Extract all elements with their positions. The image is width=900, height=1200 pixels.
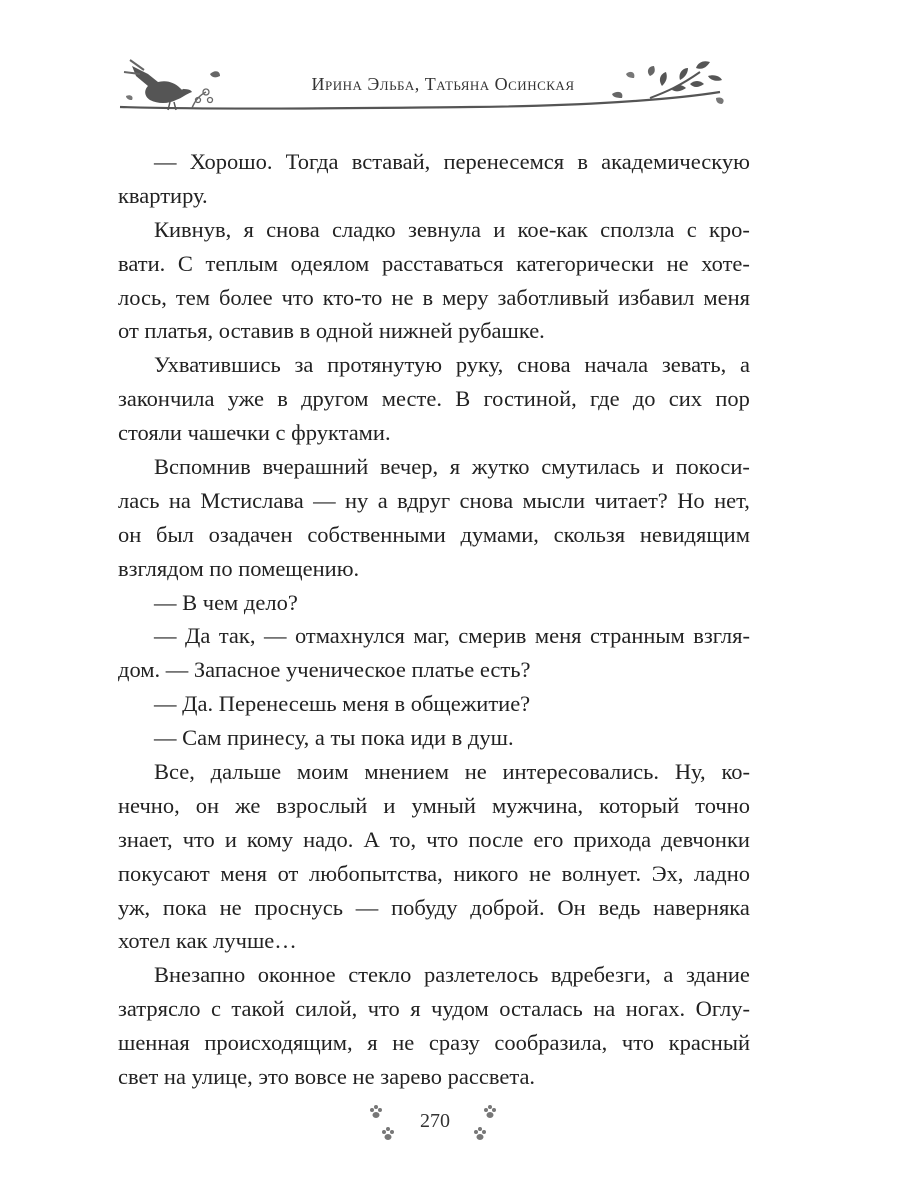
word: снова	[517, 352, 571, 378]
word: снова	[459, 487, 514, 513]
word: не	[529, 860, 552, 886]
word: более	[218, 284, 273, 310]
word: не	[219, 894, 242, 920]
word: что	[426, 826, 459, 852]
word: и	[383, 792, 396, 818]
word: умный	[411, 792, 476, 818]
word: так,	[218, 623, 256, 649]
page-body	[118, 145, 750, 1094]
word: ко-	[721, 759, 750, 785]
word: зевнула	[407, 216, 481, 242]
word: за	[294, 352, 314, 378]
word: лось,	[118, 284, 167, 310]
leaf-icon	[126, 95, 133, 100]
word: шенная	[118, 1030, 190, 1056]
word: кому	[246, 826, 294, 852]
word: Кивнув,	[154, 216, 232, 242]
word: что	[182, 826, 215, 852]
word: проснусь	[254, 894, 344, 920]
word: же	[235, 792, 261, 818]
word: дальше	[210, 759, 282, 785]
word: вати.	[118, 250, 166, 276]
word: происходящим,	[204, 1030, 353, 1056]
word: начала	[584, 352, 649, 378]
word: а	[739, 352, 750, 378]
text-line	[118, 755, 750, 789]
word: Вспомнив	[154, 454, 251, 480]
word: кто-то	[322, 284, 383, 310]
word: что	[621, 1030, 655, 1056]
word: расставаться	[381, 250, 504, 276]
word: в	[277, 386, 288, 412]
word: Но	[677, 487, 705, 513]
word: ладно	[694, 860, 750, 886]
word: закончила	[118, 386, 215, 412]
word: категорически	[516, 250, 654, 276]
text-line	[118, 789, 750, 823]
word: мысли	[522, 487, 586, 513]
word: доброй.	[470, 894, 545, 920]
word: академическую	[601, 149, 750, 174]
word: надо.	[303, 826, 354, 852]
text-line	[118, 1026, 750, 1060]
leaf-icon	[210, 71, 220, 77]
word: —	[313, 487, 336, 513]
word: на	[593, 996, 616, 1022]
word: теплым	[205, 250, 278, 276]
word: маг,	[413, 623, 450, 649]
text-line	[118, 958, 750, 992]
word: озадачен	[208, 521, 293, 547]
word: перенесемся	[443, 149, 565, 174]
word: Ухватившись	[154, 352, 281, 378]
word: Внезапно	[154, 962, 246, 988]
word: от	[277, 860, 299, 886]
word: я	[367, 1030, 378, 1056]
text-line	[118, 145, 750, 179]
word: собственными	[307, 521, 446, 547]
word: сообразила,	[494, 1030, 608, 1056]
word: а	[377, 487, 388, 513]
word: чудом	[431, 996, 489, 1022]
word: вставай,	[351, 149, 431, 174]
word: —	[154, 623, 177, 649]
word: вдруг	[397, 487, 451, 513]
word: не	[392, 1030, 415, 1056]
text-line	[118, 281, 750, 315]
word: я	[243, 216, 254, 242]
word: не	[666, 250, 689, 276]
word: мужчина,	[491, 792, 584, 818]
word: меня	[703, 284, 750, 310]
word: лась	[118, 487, 160, 513]
word: В	[455, 386, 471, 412]
word: где	[590, 386, 620, 412]
word: с	[210, 996, 221, 1022]
word: и	[651, 454, 664, 480]
word: с	[686, 216, 697, 242]
text-line: свет на улице, это вовсе не зарево рассвета.	[118, 1064, 536, 1090]
word: сладко	[331, 216, 396, 242]
word: кро-	[708, 216, 750, 242]
word: читает?	[594, 487, 668, 513]
word: смутилась	[541, 454, 641, 480]
word: силой,	[295, 996, 358, 1022]
word: руку,	[455, 352, 504, 378]
word: Ну,	[674, 759, 706, 785]
word: что	[281, 284, 314, 310]
word: месте.	[381, 386, 442, 412]
word: и	[224, 826, 237, 852]
word: жутко	[471, 454, 530, 480]
word: Оглу-	[695, 996, 750, 1022]
text-line: квартиру.	[118, 182, 208, 208]
text-line: — Сам принесу, а ты пока иди в душ.	[154, 725, 514, 751]
text-line	[118, 518, 750, 552]
word: пока	[162, 894, 207, 920]
word: такой	[231, 996, 285, 1022]
word: протянутую	[327, 352, 443, 378]
word: уже	[227, 386, 264, 412]
word: в	[577, 149, 588, 174]
word: он	[118, 521, 142, 547]
word: —	[154, 149, 177, 174]
word: Он	[557, 894, 586, 920]
word: заботливый	[497, 284, 610, 310]
word: его	[533, 826, 564, 852]
book-authors: Ирина Эльба, Татьяна Осинская	[311, 74, 575, 94]
word: скользя	[553, 521, 626, 547]
text-line: дом. — Запасное ученическое платье есть?	[118, 657, 531, 683]
word: меня	[220, 860, 267, 886]
word: —	[263, 623, 287, 649]
word: красный	[668, 1030, 750, 1056]
word: я	[410, 996, 421, 1022]
text-line	[118, 619, 750, 653]
word: точно	[695, 792, 750, 818]
word: одеялом	[290, 250, 370, 276]
text-line: хотел как лучше…	[118, 928, 297, 954]
word: на	[168, 487, 191, 513]
word: мнением	[364, 759, 449, 785]
running-header	[110, 52, 750, 132]
text-line	[118, 891, 750, 925]
word: сразу	[428, 1030, 480, 1056]
word: оконное	[257, 962, 336, 988]
word: в	[422, 284, 434, 310]
word: до	[632, 386, 656, 412]
page-footer	[360, 1100, 510, 1150]
word: Хорошо.	[189, 149, 273, 174]
word: Все,	[154, 759, 195, 785]
text-line	[118, 213, 750, 247]
word: меня	[534, 623, 582, 649]
page-number: 270	[420, 1110, 450, 1132]
word: который	[599, 792, 680, 818]
word: Тогда	[285, 149, 339, 174]
text-line	[118, 382, 750, 416]
text-line	[118, 992, 750, 1026]
word: покусают	[118, 860, 210, 886]
word: не	[391, 284, 414, 310]
word: взгля-	[693, 623, 750, 649]
word: не	[464, 759, 487, 785]
leaf-icon	[612, 92, 622, 98]
text-line	[118, 484, 750, 518]
word: тем	[175, 284, 210, 310]
word: ну	[345, 487, 369, 513]
text-line: — В чем дело?	[154, 589, 298, 615]
word: кое-как	[517, 216, 588, 242]
word: то,	[389, 826, 417, 852]
word: девчонки	[661, 826, 750, 852]
word: гостиной,	[483, 386, 577, 412]
text-line	[118, 857, 750, 891]
word: затрясло	[118, 996, 201, 1022]
word: смерив	[458, 623, 527, 649]
text-line: взглядом по помещению.	[118, 555, 360, 581]
word: С	[177, 250, 193, 276]
word: вдребезги,	[550, 962, 651, 988]
word: сползла	[600, 216, 675, 242]
word: а	[663, 962, 674, 988]
word: отмахнулся	[294, 623, 405, 649]
word: волнует.	[561, 860, 642, 886]
word: другом	[301, 386, 369, 412]
word: уж,	[118, 894, 151, 920]
word: стекло	[348, 962, 412, 988]
word: вчерашний	[262, 454, 369, 480]
word: побуду	[391, 894, 458, 920]
word: интересовались.	[502, 759, 660, 785]
word: вечер,	[379, 454, 439, 480]
text-line	[118, 247, 750, 281]
word: ведь	[598, 894, 641, 920]
word: прихода	[573, 826, 652, 852]
text-line	[118, 348, 750, 382]
word: думами,	[460, 521, 539, 547]
word: ногах.	[625, 996, 686, 1022]
word: снова	[266, 216, 320, 242]
leaf-icon	[626, 72, 634, 78]
word: никого	[453, 860, 519, 886]
word: А	[363, 826, 380, 852]
word: был	[156, 521, 194, 547]
word: хоте-	[701, 250, 750, 276]
word: —	[355, 894, 379, 920]
bird-icon	[124, 60, 192, 110]
word: Мстислава	[200, 487, 304, 513]
text-line	[118, 823, 750, 857]
word: покоси-	[675, 454, 750, 480]
word: и	[493, 216, 506, 242]
word: после	[468, 826, 524, 852]
word: я	[449, 454, 461, 480]
word: что	[367, 996, 400, 1022]
word: зевать,	[661, 352, 727, 378]
word: разлетелось	[423, 962, 539, 988]
text-line	[118, 450, 750, 484]
word: пор	[715, 386, 750, 412]
word: Эх,	[651, 860, 684, 886]
word: Да	[184, 623, 211, 649]
text-line: — Да. Перенесешь меня в общежитие?	[154, 691, 531, 717]
word: взрослый	[276, 792, 368, 818]
word: здание	[685, 962, 750, 988]
word: избавил	[618, 284, 695, 310]
word: меру	[442, 284, 489, 310]
word: странным	[590, 623, 685, 649]
word: невидящим	[639, 521, 750, 547]
text-line: от платья, оставив в одной нижней рубашке.	[118, 318, 545, 344]
word: любопытства,	[309, 860, 443, 886]
word: сих	[668, 386, 703, 412]
word: осталась	[499, 996, 583, 1022]
word: наверняка	[653, 894, 750, 920]
word: знает,	[118, 826, 173, 852]
word: моим	[296, 759, 349, 785]
word: нечно,	[118, 792, 180, 818]
word: нет,	[714, 487, 750, 513]
text-line: стояли чашечки с фруктами.	[118, 420, 391, 446]
word: он	[195, 792, 220, 818]
flower-sprig-icon	[192, 89, 213, 108]
